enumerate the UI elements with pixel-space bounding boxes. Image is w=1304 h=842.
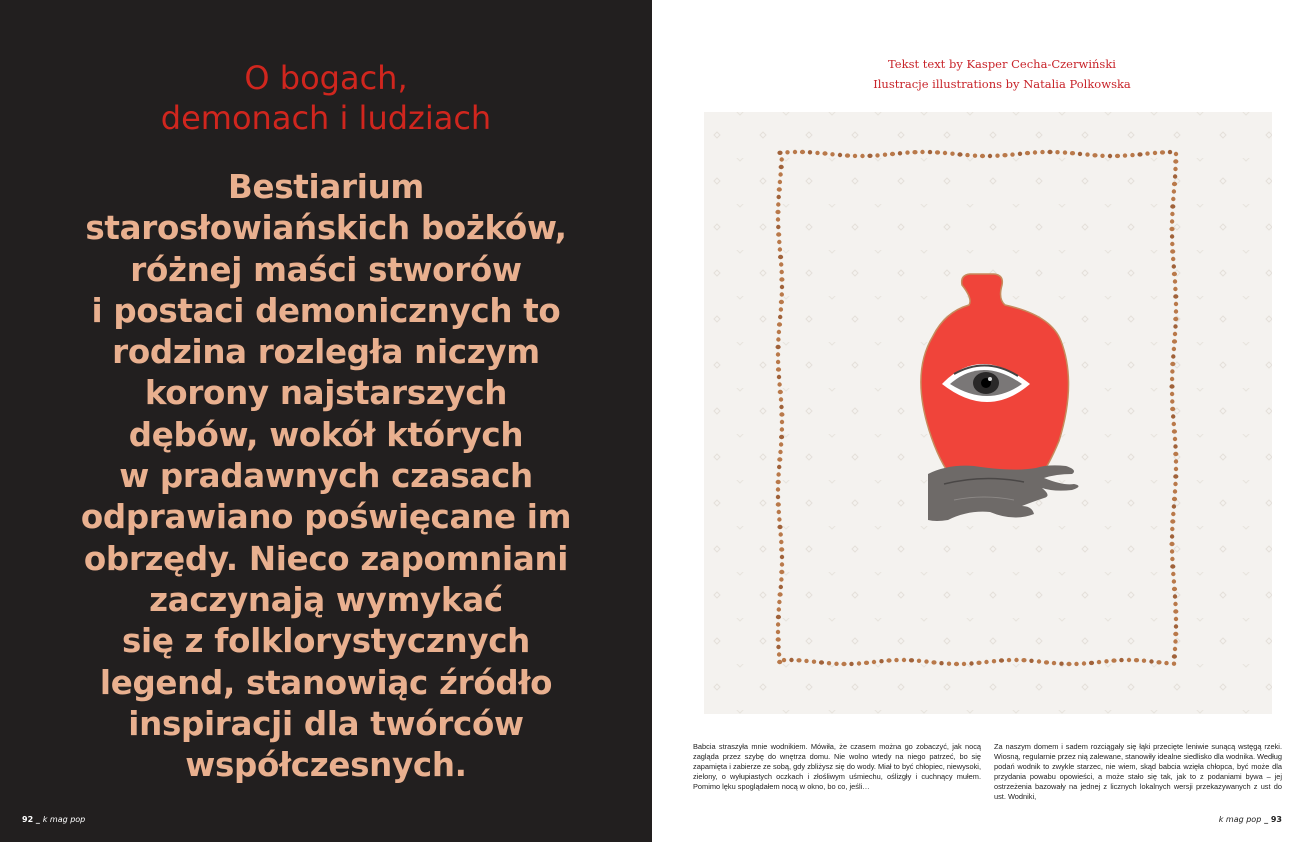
article-title xyxy=(0,58,652,138)
bead xyxy=(822,151,827,155)
bead xyxy=(777,151,782,155)
bead xyxy=(776,337,780,341)
bead xyxy=(1174,152,1178,156)
article-lead xyxy=(40,167,612,786)
bead xyxy=(1173,317,1178,321)
article-credits xyxy=(832,54,1172,94)
bead xyxy=(780,420,784,424)
bead xyxy=(857,661,861,665)
bead xyxy=(1171,197,1175,201)
bead xyxy=(1171,354,1175,358)
bead xyxy=(1173,489,1177,493)
bead xyxy=(776,232,781,236)
bead xyxy=(777,240,781,244)
lead-line: w pradawnych czasach xyxy=(119,457,533,496)
bead xyxy=(778,390,783,394)
bead xyxy=(780,292,784,296)
bead xyxy=(1170,219,1174,223)
bead xyxy=(778,315,782,319)
bead xyxy=(1170,212,1174,216)
bead xyxy=(1172,264,1176,268)
bead xyxy=(779,307,783,311)
bead xyxy=(1070,151,1075,155)
bead xyxy=(1173,279,1177,283)
bead xyxy=(779,397,783,401)
bead xyxy=(1033,150,1037,154)
bead xyxy=(1170,204,1175,208)
bead xyxy=(1170,564,1175,568)
bead xyxy=(1066,662,1071,666)
collage-illustration xyxy=(704,112,1272,714)
lead-line: się z folklorystycznych xyxy=(121,622,531,661)
bead xyxy=(779,585,783,589)
bead xyxy=(780,555,784,559)
bead xyxy=(950,152,954,156)
bead xyxy=(827,661,831,665)
bead xyxy=(1170,557,1174,561)
bead xyxy=(776,495,780,499)
bead xyxy=(776,480,781,484)
bead xyxy=(779,442,783,446)
bead xyxy=(1170,362,1175,366)
bead xyxy=(777,652,781,656)
bead xyxy=(775,210,780,214)
bead xyxy=(917,659,921,663)
magazine-name: k mag pop xyxy=(42,815,86,824)
bead xyxy=(939,661,943,665)
bead xyxy=(1089,661,1094,665)
bead xyxy=(777,375,781,379)
bead xyxy=(909,658,914,662)
bead xyxy=(1174,302,1178,306)
bead xyxy=(1173,159,1178,163)
bead xyxy=(779,547,784,551)
bead xyxy=(789,658,793,662)
bead xyxy=(800,150,805,154)
bead xyxy=(1164,661,1168,665)
bead xyxy=(1108,154,1112,158)
bead xyxy=(883,153,887,157)
bead xyxy=(995,154,999,158)
bead xyxy=(776,367,781,371)
bead xyxy=(872,660,876,664)
bead xyxy=(1055,150,1059,154)
bead xyxy=(1123,153,1127,157)
bead xyxy=(853,154,857,158)
bead xyxy=(1173,167,1177,171)
bead xyxy=(1171,512,1175,516)
bead xyxy=(808,150,812,154)
bead xyxy=(1169,227,1174,231)
bead xyxy=(779,532,783,536)
lead-line: dębów, wokół których xyxy=(128,415,524,454)
bead xyxy=(777,195,781,199)
bead xyxy=(777,382,781,386)
bead xyxy=(779,435,784,439)
bead xyxy=(841,662,846,666)
bead xyxy=(1145,151,1149,155)
lead-line: korony najstarszych xyxy=(144,374,508,413)
bead xyxy=(793,150,797,154)
text-credit: Tekst text by Kasper Cecha-Czerwiński xyxy=(888,57,1116,71)
bead xyxy=(973,154,977,158)
bead xyxy=(779,577,783,581)
bead xyxy=(776,487,780,491)
bead xyxy=(1173,324,1177,328)
bead xyxy=(965,153,969,157)
page-folio-right xyxy=(1219,815,1282,824)
bead xyxy=(1137,152,1142,156)
bead xyxy=(780,562,784,566)
bead xyxy=(1172,654,1177,658)
bead xyxy=(776,630,780,634)
bead xyxy=(1134,658,1139,662)
bead xyxy=(988,154,992,158)
bead xyxy=(1002,153,1007,157)
bead xyxy=(1160,150,1165,154)
bead xyxy=(1173,632,1178,636)
bead xyxy=(778,180,782,184)
bead xyxy=(1018,152,1022,156)
bead xyxy=(1172,579,1176,583)
bead xyxy=(992,659,996,663)
bead xyxy=(776,225,780,229)
bead xyxy=(776,217,780,221)
title-line: demonach i ludziach xyxy=(160,99,492,137)
bead xyxy=(1173,287,1177,291)
bead xyxy=(834,662,838,666)
article-column-2: Za naszym domem i sadem rozciągały się łąki przecięte leniwie sunącą wstęgą rzeki. Wiosną, regularnie przez nią zalewane, stanowiły idealne siedlisko dla wodnika. Według podań wodnik to zwykle starzec, nie wiem, skąd babcia wzięła chłopca, być może dla przydania powabu opowieści, a może stało się tak, jak to z podaniami bywa – jej ostrzeżenia bazowały na jednej z licznych lokalnych wersji przekazywanych z ust do ust. Wodniki, xyxy=(994,742,1282,802)
bead xyxy=(1172,429,1177,433)
bead xyxy=(1130,153,1134,157)
bead xyxy=(1085,152,1089,156)
bead xyxy=(1082,661,1086,665)
bead xyxy=(776,615,781,619)
bead xyxy=(1153,151,1157,155)
bead xyxy=(779,540,783,544)
bead xyxy=(777,322,782,326)
bead xyxy=(777,187,782,191)
bead xyxy=(920,150,924,154)
bead xyxy=(777,660,782,664)
bead xyxy=(1052,661,1056,665)
bead xyxy=(777,607,781,611)
bead xyxy=(1173,174,1177,178)
bead xyxy=(780,270,784,274)
bead xyxy=(1170,549,1174,553)
bead xyxy=(1170,534,1174,538)
bead xyxy=(867,154,872,158)
bead xyxy=(1115,154,1120,158)
bead xyxy=(1170,392,1174,396)
bead xyxy=(954,662,959,666)
bead xyxy=(1173,482,1177,486)
bead xyxy=(1029,659,1033,663)
bead xyxy=(976,661,981,665)
bead xyxy=(1172,339,1177,343)
bead xyxy=(776,502,781,506)
bead xyxy=(1097,660,1101,664)
bead xyxy=(849,662,853,666)
bead xyxy=(1119,658,1123,662)
bead xyxy=(1168,150,1172,154)
bead xyxy=(1172,497,1177,501)
bead xyxy=(935,150,940,154)
bead xyxy=(777,465,781,469)
bead xyxy=(1092,153,1097,157)
bead xyxy=(886,658,891,662)
bead xyxy=(1007,658,1011,662)
bead xyxy=(776,202,780,206)
title-line: O bogach, xyxy=(244,59,408,97)
bead xyxy=(838,153,842,157)
bead xyxy=(776,360,780,364)
lead-line: Bestiarium xyxy=(228,168,424,206)
bead xyxy=(898,151,902,155)
bead xyxy=(777,517,781,521)
bead xyxy=(780,285,784,289)
bead xyxy=(984,660,988,664)
bead xyxy=(947,662,951,666)
article-column-1: Babcia straszyła mnie wodnikiem. Mówiła, że czasem można go zobaczyć, jak nocą zagląda przez szybę do wnętrza domu. Nie wolno wtedy na niego patrzeć, bo się zapamięta i zabierze ze sobą, gdy zbliżysz się do wody. Miał to być chłopiec, niewysoki, zielony, o wyłupiastych oczkach i złośliwym uśmiechu, oślizgły i cuchnący mułem. Pomimo lęku spoglądałem nocą w okno, bo co, jeśli… xyxy=(693,742,981,792)
bead xyxy=(777,600,781,604)
collage-svg xyxy=(704,112,1272,714)
bead xyxy=(815,151,819,155)
bead xyxy=(980,154,985,158)
bead xyxy=(776,622,780,626)
bead xyxy=(776,352,780,356)
bead xyxy=(779,277,784,281)
bead xyxy=(894,658,898,662)
page-folio-left xyxy=(22,815,85,824)
bead xyxy=(778,592,783,596)
bead xyxy=(1173,609,1178,613)
bead xyxy=(779,570,784,574)
bead xyxy=(1063,150,1067,154)
bead xyxy=(776,472,780,476)
lead-line: i postaci demonicznych to xyxy=(91,291,561,330)
bead xyxy=(1171,257,1175,261)
bead xyxy=(796,658,801,662)
bead xyxy=(1174,624,1178,628)
bead xyxy=(1173,639,1177,643)
bead xyxy=(1173,474,1178,478)
bead xyxy=(912,150,917,154)
bead xyxy=(1010,152,1014,156)
bead xyxy=(957,152,962,156)
lead-line: odprawiano poświęcane im xyxy=(80,498,572,537)
bead xyxy=(1172,182,1177,186)
bead xyxy=(1170,377,1174,381)
bead xyxy=(780,427,784,431)
bead xyxy=(1170,369,1174,373)
bead xyxy=(1173,437,1177,441)
bead xyxy=(777,457,782,461)
lead-line: obrzędy. Nieco zapomniani xyxy=(83,539,569,578)
bead xyxy=(931,660,936,664)
bead xyxy=(1172,662,1176,666)
bead xyxy=(1172,504,1176,508)
lead-line: legend, stanowiąc źródło xyxy=(99,663,553,702)
bead xyxy=(1025,151,1030,155)
bead xyxy=(1173,294,1178,298)
bead xyxy=(777,510,781,514)
bead xyxy=(1170,519,1175,523)
bead xyxy=(779,262,783,266)
lead-line: różnej maści stworów xyxy=(130,250,522,289)
magazine-name: k mag pop xyxy=(1218,815,1262,824)
bead xyxy=(776,345,781,349)
bead xyxy=(1014,658,1018,662)
illustration-credit: Ilustracje illustrations by Natalia Polkowska xyxy=(873,77,1131,91)
bead xyxy=(943,151,947,155)
bead xyxy=(776,645,780,649)
lead-line: zaczynają wymykać xyxy=(149,580,503,619)
bead xyxy=(779,412,784,416)
bead xyxy=(819,660,824,664)
bead xyxy=(779,405,783,409)
bead xyxy=(1170,242,1174,246)
bead xyxy=(1111,658,1116,662)
lead-line: współczesnych. xyxy=(185,746,467,785)
bead xyxy=(928,150,932,154)
bead xyxy=(1170,407,1175,411)
bead xyxy=(969,661,973,665)
page-number: 92 _ xyxy=(22,815,40,824)
bead xyxy=(1142,659,1146,663)
bead xyxy=(1169,542,1174,546)
bead xyxy=(785,150,789,154)
bead xyxy=(777,525,782,529)
bead xyxy=(830,152,834,156)
bead xyxy=(1021,658,1026,662)
bead xyxy=(1173,444,1177,448)
bead xyxy=(962,662,966,666)
bead xyxy=(804,659,808,663)
bead xyxy=(845,153,850,157)
bead xyxy=(779,165,784,169)
bead xyxy=(1171,572,1175,576)
lead-line: inspiracji dla twórców xyxy=(128,704,524,743)
bead xyxy=(1173,594,1177,598)
lead-line: starosłowiańskich bożków, xyxy=(85,209,567,248)
bead xyxy=(924,659,928,663)
bead xyxy=(902,658,906,662)
bead xyxy=(780,157,784,161)
bead xyxy=(1078,152,1082,156)
bead xyxy=(890,152,895,156)
bead xyxy=(778,172,782,176)
bead xyxy=(1149,659,1153,663)
bead xyxy=(1172,189,1176,193)
bead xyxy=(778,255,783,259)
bead xyxy=(812,660,816,664)
bead xyxy=(777,330,781,334)
bead xyxy=(1104,659,1108,663)
bead xyxy=(1059,662,1063,666)
bead xyxy=(1173,602,1177,606)
bead xyxy=(875,153,879,157)
bead xyxy=(778,247,782,251)
bead xyxy=(1173,332,1177,336)
bead xyxy=(1170,399,1174,403)
bead xyxy=(1173,452,1178,456)
lead-line: rodzina rozległa niczym xyxy=(112,333,540,372)
bead xyxy=(1169,384,1174,388)
bead xyxy=(778,450,782,454)
bead xyxy=(1171,414,1175,418)
bead xyxy=(776,637,781,641)
bead xyxy=(1040,150,1044,154)
bead xyxy=(1127,658,1131,662)
bead xyxy=(1172,347,1176,351)
bead xyxy=(1170,527,1174,531)
bead xyxy=(1174,309,1178,313)
bead xyxy=(1170,234,1174,238)
bead xyxy=(860,154,864,158)
bead xyxy=(1170,249,1175,253)
bead xyxy=(782,658,786,662)
bead xyxy=(1047,150,1052,154)
bead xyxy=(905,150,909,154)
bead xyxy=(999,658,1004,662)
bead xyxy=(1074,662,1078,666)
bead xyxy=(1044,660,1049,664)
bead xyxy=(1173,647,1177,651)
bead xyxy=(1172,422,1176,426)
bead xyxy=(1156,660,1161,664)
bead xyxy=(1174,617,1178,621)
bead xyxy=(879,659,883,663)
bead xyxy=(864,661,869,665)
right-page xyxy=(652,0,1304,842)
bead xyxy=(1174,467,1178,471)
bead xyxy=(1100,154,1104,158)
bead xyxy=(1037,659,1041,663)
bead xyxy=(779,300,784,304)
bead xyxy=(1172,587,1177,591)
page-number: _ 93 xyxy=(1264,815,1282,824)
bead xyxy=(1174,459,1178,463)
bead xyxy=(1172,272,1177,276)
